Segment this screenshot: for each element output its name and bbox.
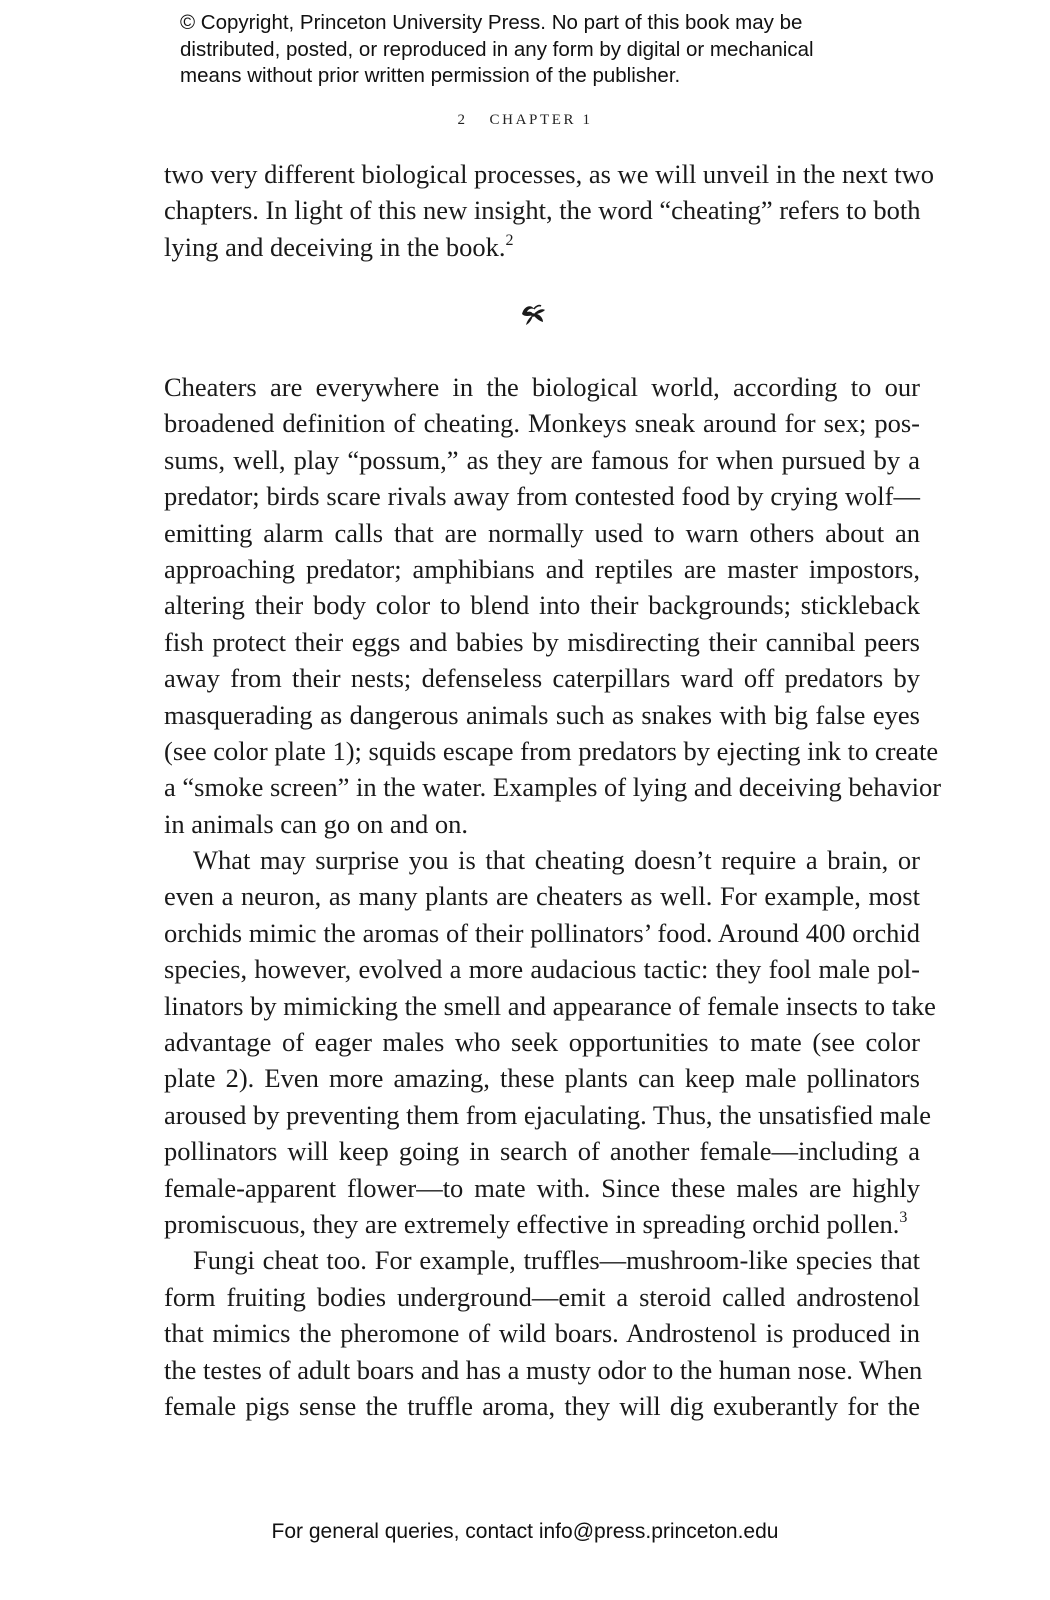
text-line: altering their body color to blend into their backgrounds; stickleback <box>164 590 920 621</box>
text-line: two very different biological processes, as we will unveil in the next two <box>164 159 935 189</box>
footer-contact: For general queries, contact info@press.princeton.edu <box>271 1520 779 1543</box>
text-line: What may surprise you is that cheating doesn’t require a brain, or <box>193 845 920 876</box>
copyright-notice <box>180 10 900 90</box>
text-line-with-note <box>164 1206 920 1242</box>
text-line: pollinators will keep going in search of another female—including a <box>164 1136 920 1167</box>
text-line: approaching predator; amphibians and reptiles are master impostors, <box>164 553 920 584</box>
intro-paragraph <box>164 156 935 265</box>
text-line: Fungi cheat too. For example, truffles—mushroom-like species that <box>193 1245 920 1276</box>
fleuron-ornament-icon <box>518 300 548 330</box>
text-line: promiscuous, they are extremely effective in spreading orchid pollen. <box>164 1208 900 1239</box>
text-line: lying and deceiving in the book. <box>164 231 506 262</box>
running-head <box>0 112 1050 129</box>
copyright-line: means without prior written permission of the publisher. <box>180 64 681 87</box>
text-line: advantage of eager males who seek opportunities to mate (see color <box>164 1027 920 1058</box>
text-line: form fruiting bodies underground—emit a steroid called androstenol <box>164 1281 920 1312</box>
text-line: species, however, evolved a more audacious tactic: they fool male pol- <box>164 954 920 985</box>
text-line: predator; birds scare rivals away from contested food by crying wolf— <box>164 481 920 512</box>
text-line: broadened definition of cheating. Monkeys sneak around for sex; pos- <box>164 408 920 439</box>
copyright-line: distributed, posted, or reproduced in any form by digital or mechanical <box>180 37 814 61</box>
text-line: away from their nests; defenseless caterpillars ward off predators by <box>164 663 920 694</box>
text-line-with-note <box>164 229 920 265</box>
text-line: the testes of adult boars and has a musty odor to the human nose. When <box>164 1354 923 1385</box>
footnote-marker: 3 <box>899 1208 908 1226</box>
text-line: chapters. In light of this new insight, the word “cheating” refers to both <box>164 195 921 226</box>
text-line: linators by mimicking the smell and appearance of female insects to take <box>164 990 936 1021</box>
text-line: plate 2). Even more amazing, these plants can keep male pollinators <box>164 1063 920 1094</box>
text-line: (see color plate 1); squids escape from predators by ejecting ink to create <box>164 735 939 766</box>
text-line: that mimics the pheromone of wild boars. Androstenol is produced in <box>164 1318 920 1349</box>
chapter-label: CHAPTER 1 <box>489 112 593 128</box>
main-text <box>164 369 942 1424</box>
text-line: fish protect their eggs and babies by misdirecting their cannibal peers <box>164 626 920 657</box>
text-line: masquerading as dangerous animals such as snakes with big false eyes <box>164 699 920 730</box>
text-line: female pigs sense the truffle aroma, they will dig exuberantly for the <box>164 1390 920 1421</box>
text-line: a “smoke screen” in the water. Examples of lying and deceiving behavior <box>164 772 942 803</box>
footnote-marker: 2 <box>505 231 514 249</box>
text-line: in animals can go on and on. <box>164 808 468 839</box>
text-line: Cheaters are everywhere in the biological world, according to our <box>164 372 920 402</box>
text-line: even a neuron, as many plants are cheaters as well. For example, most <box>164 881 920 912</box>
text-line: emitting alarm calls that are normally used to warn others about an <box>164 517 920 548</box>
text-line: orchids mimic the aromas of their pollinators’ food. Around 400 orchid <box>164 917 920 948</box>
copyright-line: © Copyright, Princeton University Press. No part of this book may be <box>180 11 803 34</box>
text-line: aroused by preventing them from ejaculating. Thus, the unsatisfied male <box>164 1099 932 1130</box>
text-line: sums, well, play “possum,” as they are famous for when pursued by a <box>164 444 920 475</box>
page-number: 2 <box>457 112 468 128</box>
text-line: female-apparent flower—to mate with. Since these males are highly <box>164 1172 920 1203</box>
